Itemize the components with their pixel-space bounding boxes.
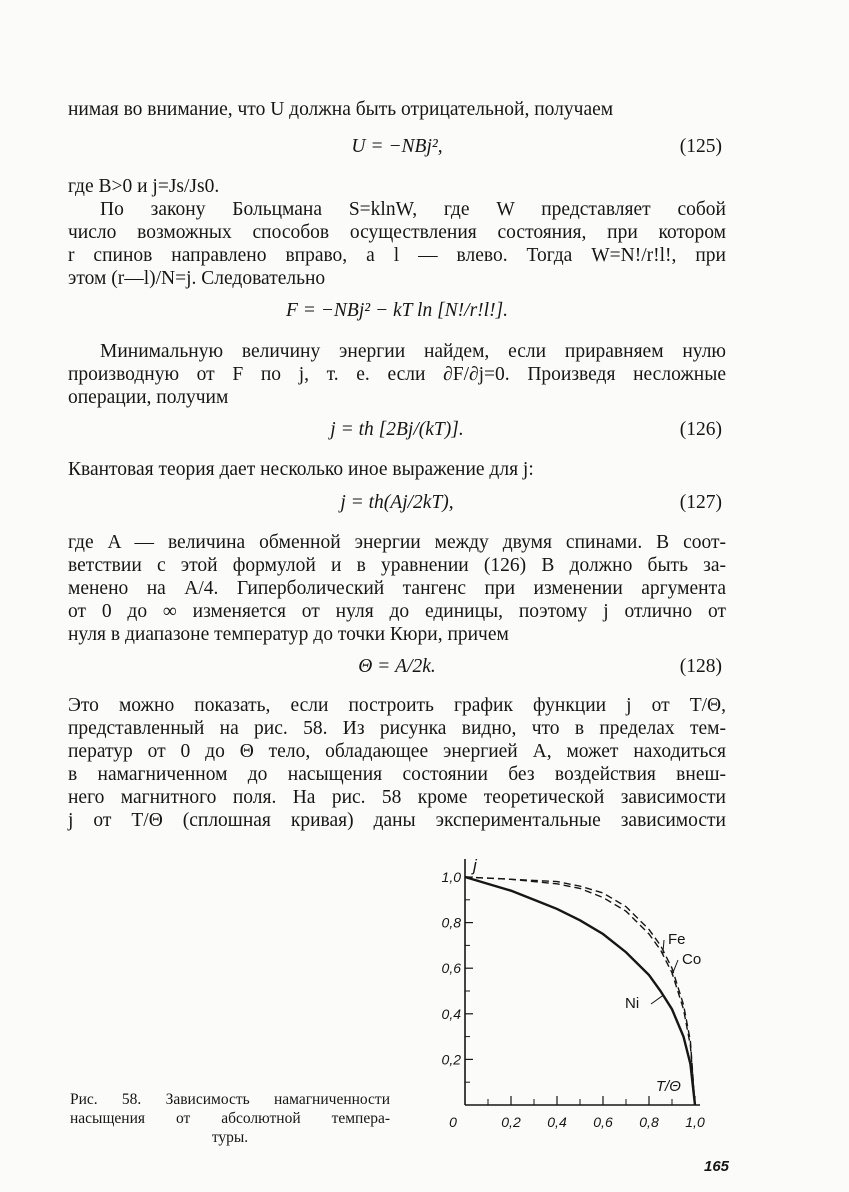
y-tick-label: 0,4 — [441, 1005, 461, 1022]
x-tick-label: 0,6 — [593, 1114, 613, 1130]
equation-formula: Θ = A/2k. — [358, 656, 436, 677]
x-tick-label: 0,4 — [547, 1114, 567, 1130]
text-line: в намагниченном до насыщения состоянии без воздействия внеш- — [68, 764, 726, 785]
x-axis-label: T/Θ — [655, 1078, 681, 1095]
series-line-ni — [465, 877, 695, 1105]
text-line: нуля в диапазоне температур до точки Кюри, причем — [68, 624, 509, 645]
text-line: нимая во внимание, что U должна быть отрицательной, получаем — [68, 99, 614, 120]
equation-formula: U = −NBj², — [351, 136, 443, 157]
y-tick-label: 0,2 — [441, 1051, 461, 1068]
equation-number: (126) — [679, 419, 722, 440]
text-line: операции, получим — [68, 387, 229, 408]
figure-58-chart — [420, 840, 740, 1140]
text-line: j от T/Θ (сплошная кривая) даны экспериментальные зависимости — [68, 810, 726, 831]
equation-128 — [68, 654, 726, 680]
equation-125 — [68, 134, 726, 160]
equation-number: (128) — [679, 656, 722, 677]
series-label-ni: Ni — [625, 995, 640, 1012]
x-tick-label: 1,0 — [685, 1114, 705, 1130]
y-tick-label: 0,6 — [441, 960, 461, 977]
y-axis-label: j — [473, 856, 477, 875]
series-label-fe: Fe — [668, 931, 686, 948]
text-line: менено на A/4. Гиперболический тангенс при изменении аргумента — [68, 578, 726, 599]
equation-number: (125) — [679, 136, 722, 157]
caption-line: Рис. 58. Зависимость намагниченности — [70, 1091, 390, 1108]
text-line: производную от F по j, т. е. если ∂F/∂j=0. Произведя несложные — [68, 364, 726, 385]
equation-127 — [68, 490, 726, 516]
caption-line: туры. — [211, 1129, 249, 1146]
text-line: По закону Больцмана S=klnW, где W представляет собой — [100, 199, 726, 220]
text-line: представленный на рис. 58. Из рисунка видно, что в пределах тем- — [68, 718, 726, 739]
series-leader-line — [672, 960, 678, 975]
x-tick-label: 0,2 — [501, 1114, 521, 1130]
text-line: r спинов направлено вправо, а l — влево. Тогда W=N!/r!l!, при — [68, 245, 726, 266]
series-leader-line — [651, 996, 663, 1004]
caption-line: насыщения от абсолютной темпера- — [70, 1110, 390, 1127]
text-line: где B>0 и j=Js/Js0. — [68, 176, 220, 197]
y-tick-label: 0,8 — [441, 914, 461, 931]
x-tick-label: 0,8 — [639, 1114, 659, 1130]
text-line: Минимальную величину энергии найдем, если приравняем нулю — [100, 341, 726, 362]
equation-formula: j = th [2Bj/(kT)]. — [330, 419, 464, 440]
text-line: от 0 до ∞ изменяется от нуля до единицы, поэтому j отлично от — [68, 601, 726, 622]
text-line: этом (r—l)/N=j. Следовательно — [68, 268, 326, 289]
text-line: Квантовая теория дает несколько иное выражение для j: — [68, 459, 534, 480]
equation-number: (127) — [679, 492, 722, 513]
y-tick-label: 1,0 — [441, 869, 461, 885]
text-line: число возможных способов осуществления состояния, при котором — [68, 222, 726, 243]
page-number: 165 — [704, 1158, 730, 1175]
text-line: ператур от 0 до Θ тело, обладающее энергией A, может находиться — [68, 741, 726, 762]
equation-formula: F = −NBj² − kT ln [N!/r!l!]. — [285, 300, 509, 321]
figure-caption — [70, 1090, 390, 1147]
text-line: него магнитного поля. На рис. 58 кроме теоретической зависимости — [68, 787, 726, 808]
series-label-co: Co — [682, 951, 702, 968]
equation-formula: j = th(Aj/2kT), — [340, 492, 454, 513]
text-line: Это можно показать, если построить график функции j от T/Θ, — [68, 695, 726, 716]
equation-126 — [68, 417, 726, 443]
text-line: ветствии с этой формулой и в уравнении (126) B должно быть за- — [68, 555, 726, 576]
text-line: где A — величина обменной энергии между двумя спинами. В соот- — [68, 532, 726, 553]
x-tick-label: 0 — [449, 1114, 457, 1130]
equation-free-energy — [68, 298, 726, 324]
